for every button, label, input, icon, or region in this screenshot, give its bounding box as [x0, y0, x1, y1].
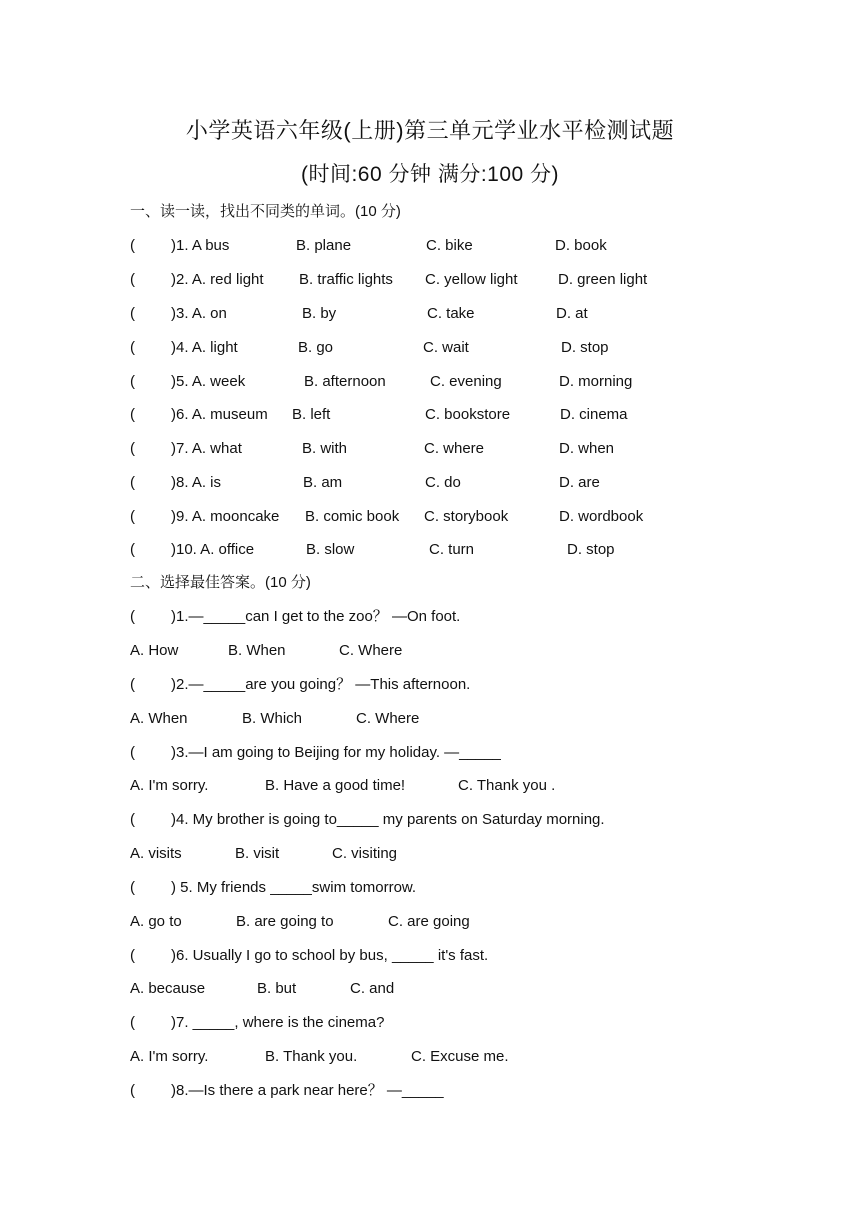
- num: )9. A. mooncake: [171, 508, 280, 525]
- option-c: C. bike: [426, 237, 473, 254]
- options-row: [130, 977, 750, 1001]
- option-b: B. left: [292, 406, 331, 423]
- option-b: B. plane: [296, 237, 352, 254]
- options-row: [130, 639, 750, 663]
- question-row: [130, 605, 750, 629]
- option-b: B. Have a good time!: [265, 777, 406, 794]
- paren: (: [130, 305, 135, 322]
- num: )1. A bus: [171, 237, 230, 254]
- options-row: [130, 707, 750, 731]
- question-row: [130, 1011, 750, 1035]
- question-row: [130, 944, 750, 968]
- option-c: C. do: [425, 474, 461, 491]
- option-c: C. turn: [429, 541, 475, 558]
- question-text: )8.—Is there a park near here？ —_____: [171, 1082, 444, 1099]
- section-2-heading: 二、选择最佳答案。(10 分): [130, 574, 311, 591]
- option-a: A. When: [130, 710, 188, 727]
- option-a: A. I'm sorry.: [130, 777, 209, 794]
- option-a: A. visits: [130, 845, 182, 862]
- num: )2. A. red light: [171, 271, 264, 288]
- paren: (: [130, 947, 135, 964]
- num: )6. A. museum: [171, 406, 268, 423]
- option-b: B. comic book: [305, 508, 400, 525]
- question-row: [130, 673, 750, 697]
- page-title: 小学英语六年级(上册)第三单元学业水平检测试题: [185, 118, 675, 143]
- option-b: B. but: [257, 980, 297, 997]
- paren: (: [130, 440, 135, 457]
- option-c: C. Where: [339, 642, 403, 659]
- question-text: )1.—_____can I get to the zoo？ —On foot.: [171, 608, 461, 625]
- paren: (: [130, 676, 135, 693]
- option-a: A. go to: [130, 913, 182, 930]
- option-b: B. visit: [235, 845, 280, 862]
- question-text: )7. _____, where is the cinema?: [171, 1014, 385, 1031]
- paren: (: [130, 744, 135, 761]
- option-c: C. take: [427, 305, 475, 322]
- question-row: [130, 302, 750, 326]
- option-b: B. with: [302, 440, 348, 457]
- paren: (: [130, 879, 135, 896]
- question-row: [130, 808, 750, 832]
- question-text: )3.—I am going to Beijing for my holiday. —_____: [171, 744, 501, 761]
- option-d: D. when: [559, 440, 615, 457]
- option-c: C. wait: [423, 339, 469, 356]
- option-b: B. slow: [306, 541, 355, 558]
- num: )8. A. is: [171, 474, 222, 491]
- paren: (: [130, 541, 135, 558]
- question-row: [130, 471, 750, 495]
- option-d: D. stop: [561, 339, 609, 356]
- option-b: B. by: [302, 305, 337, 322]
- option-a: A. I'm sorry.: [130, 1048, 209, 1065]
- option-c: C. yellow light: [425, 271, 518, 288]
- num: )3. A. on: [171, 305, 227, 322]
- paren: (: [130, 474, 135, 491]
- question-text: )4. My brother is going to_____ my parents on Saturday morning.: [171, 811, 605, 828]
- option-c: C. and: [350, 980, 395, 997]
- question-row: [130, 403, 750, 427]
- question-text: )6. Usually I go to school by bus, _____ it's fast.: [171, 947, 489, 964]
- option-a: A. because: [130, 980, 206, 997]
- options-row: [130, 774, 750, 798]
- num: )5. A. week: [171, 373, 246, 390]
- option-b: B. afternoon: [304, 373, 386, 390]
- section-1-heading: 一、读一读，找出不同类的单词。(10 分): [130, 203, 401, 220]
- option-b: B. traffic lights: [299, 271, 393, 288]
- question-row: [130, 1079, 750, 1103]
- option-d: D. stop: [567, 541, 615, 558]
- question-row: [130, 741, 750, 765]
- question-row: [130, 505, 750, 529]
- option-d: D. at: [556, 305, 588, 322]
- option-a: A. How: [130, 642, 179, 659]
- paren: (: [130, 508, 135, 525]
- paren: (: [130, 406, 135, 423]
- option-c: C. bookstore: [425, 406, 511, 423]
- paren: (: [130, 373, 135, 390]
- option-b: B. go: [298, 339, 334, 356]
- question-row: [130, 336, 750, 360]
- options-row: [130, 842, 750, 866]
- paren: (: [130, 1014, 135, 1031]
- paren: (: [130, 237, 135, 254]
- option-d: D. wordbook: [559, 508, 644, 525]
- question-row: [130, 437, 750, 461]
- option-c: C. storybook: [424, 508, 509, 525]
- question-row: [130, 538, 750, 562]
- num: )7. A. what: [171, 440, 242, 457]
- option-d: D. cinema: [560, 406, 628, 423]
- option-d: D. morning: [559, 373, 633, 390]
- option-d: D. book: [555, 237, 607, 254]
- option-c: C. Where: [356, 710, 420, 727]
- paren: (: [130, 271, 135, 288]
- option-d: D. are: [559, 474, 600, 491]
- paren: (: [130, 608, 135, 625]
- option-b: B. am: [303, 474, 343, 491]
- option-c: C. evening: [430, 373, 502, 390]
- question-text: )2.—_____are you going？ —This afternoon.: [171, 676, 471, 693]
- option-b: B. Thank you.: [265, 1048, 358, 1065]
- page-subtitle: (时间:60 分钟 满分:100 分): [300, 163, 560, 186]
- question-row: [130, 234, 750, 258]
- option-d: D. green light: [558, 271, 648, 288]
- num: )4. A. light: [171, 339, 238, 356]
- option-b: B. are going to: [236, 913, 334, 930]
- question-row: [130, 268, 750, 292]
- num: )10. A. office: [171, 541, 255, 558]
- question-row: [130, 370, 750, 394]
- question-text: ) 5. My friends _____swim tomorrow.: [171, 879, 417, 896]
- options-row: [130, 1045, 750, 1069]
- paren: (: [130, 811, 135, 828]
- option-c: C. where: [424, 440, 485, 457]
- option-c: C. visiting: [332, 845, 398, 862]
- paren: (: [130, 339, 135, 356]
- option-c: C. Excuse me.: [411, 1048, 509, 1065]
- option-b: B. Which: [242, 710, 303, 727]
- paren: (: [130, 1082, 135, 1099]
- options-row: [130, 910, 750, 934]
- question-row: [130, 876, 750, 900]
- option-c: C. are going: [388, 913, 470, 930]
- option-c: C. Thank you .: [458, 777, 556, 794]
- option-b: B. When: [228, 642, 286, 659]
